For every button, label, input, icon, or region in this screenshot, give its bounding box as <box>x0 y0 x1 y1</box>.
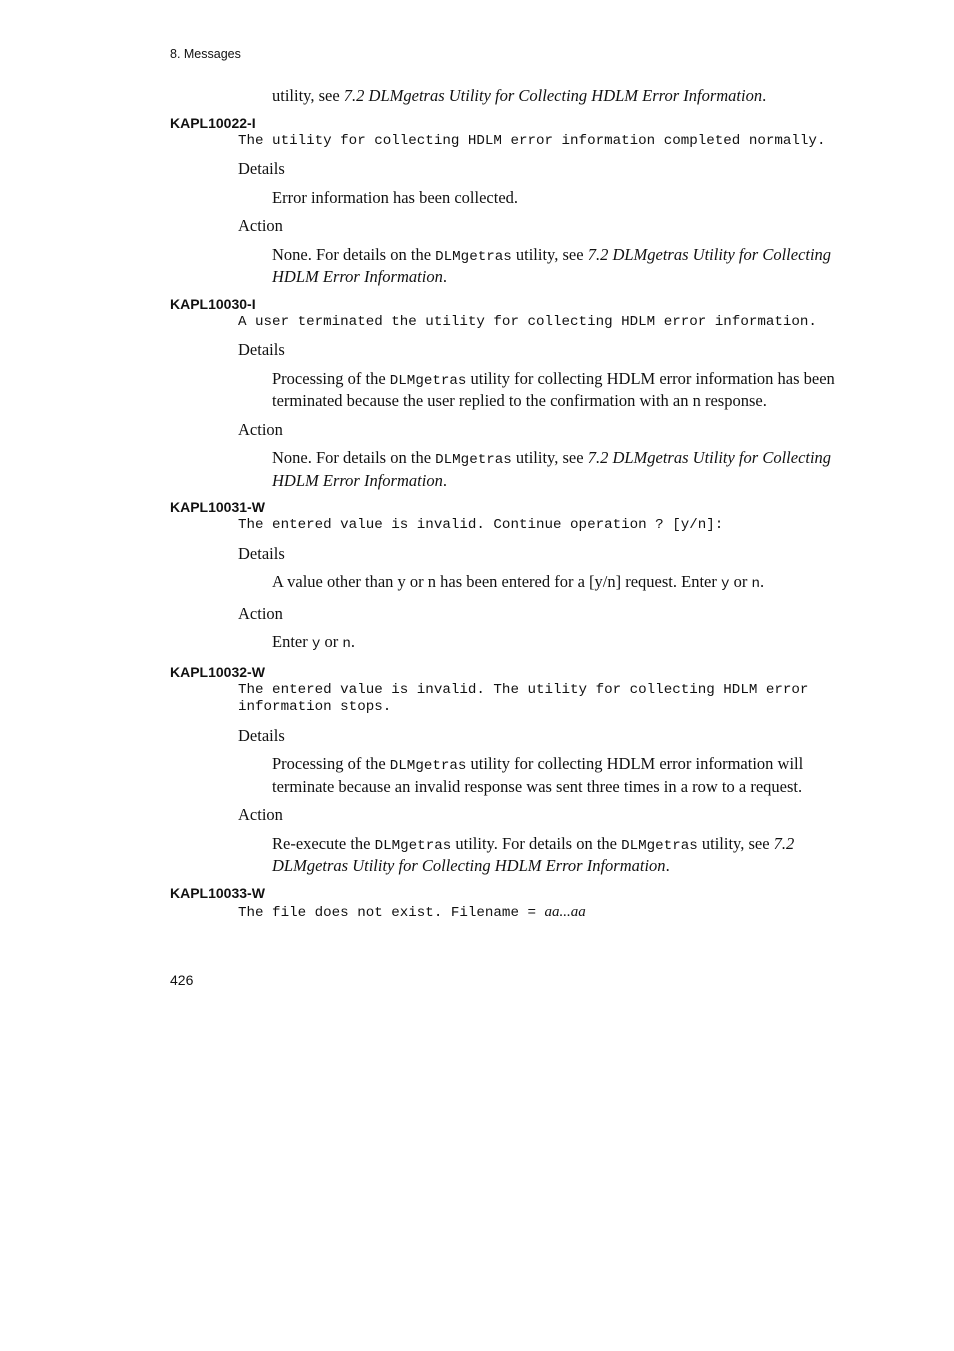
code-term: DLMgetras <box>389 758 467 774</box>
message-text: The entered value is invalid. The utility for collecting HDLM error information stops. <box>238 681 817 715</box>
cross-reference: 7.2 DLMgetras Utility for Collecting HDLM Error Information <box>272 244 832 286</box>
variable-placeholder: aa...aa <box>544 903 586 920</box>
action-heading: Action <box>238 805 283 824</box>
cross-reference: 7.2 DLMgetras Utility for Collecting HDLM Error Information <box>272 448 832 490</box>
details-text: A value other than y or n has been entered for a [y/n] request. Enter y or n. <box>272 572 765 592</box>
action-heading: Action <box>238 216 283 235</box>
code-term: y <box>311 636 321 652</box>
action-text: None. For details on the DLMgetras utility, see 7.2 DLMgetras Utility for Collecting HDLM Error Information. <box>272 448 832 490</box>
details-text: Processing of the DLMgetras utility for collecting HDLM error information has been terminated because the user replied to the confirmation with an n response. <box>272 368 835 410</box>
code-term: DLMgetras <box>621 837 698 854</box>
details-heading: Details <box>238 725 285 745</box>
action-heading: Action <box>238 419 283 439</box>
message-id: KAPL10022-I <box>170 114 256 131</box>
code-term: DLMgetras <box>435 452 512 468</box>
message-text: The entered value is invalid. Continue operation ? [y/n]: <box>238 517 724 533</box>
message-text: A user terminated the utility for collecting HDLM error information. <box>238 313 817 330</box>
cross-reference: 7.2 DLMgetras Utility for Collecting HDLM Error Information <box>343 86 763 105</box>
action-text: Re-execute the DLMgetras utility. For details on the DLMgetras utility, see 7.2 DLMgetras Utility for Collecting HDLM Error Information. <box>272 833 795 875</box>
running-header: 8. Messages <box>170 47 241 61</box>
message-id: KAPL10030-I <box>170 295 256 312</box>
code-term: DLMgetras <box>389 372 467 389</box>
code-term: DLMgetras <box>374 837 452 854</box>
continuation-paragraph: utility, see 7.2 DLMgetras Utility for Collecting HDLM Error Information. <box>272 86 767 105</box>
details-heading: Details <box>238 543 285 563</box>
action-text: Enter y or n. <box>272 632 356 652</box>
details-heading: Details <box>238 340 285 359</box>
action-heading: Action <box>238 603 283 623</box>
details-text: Processing of the DLMgetras utility for collecting HDLM error information will terminate because an invalid response was sent three times in a row to a request. <box>272 754 804 796</box>
message-id: KAPL10032-W <box>170 663 265 680</box>
code-term: n <box>342 636 351 652</box>
message-id: KAPL10033-W <box>170 884 265 901</box>
action-text: None. For details on the DLMgetras utility, see 7.2 DLMgetras Utility for Collecting HDLM Error Information. <box>272 244 832 286</box>
message-id: KAPL10031-W <box>170 499 265 515</box>
page-content <box>170 86 860 922</box>
details-heading: Details <box>238 159 285 178</box>
message-text: The utility for collecting HDLM error information completed normally. <box>238 132 826 149</box>
message-text: The file does not exist. Filename = aa...aa <box>238 903 586 921</box>
code-term: DLMgetras <box>435 248 512 265</box>
page-number: 426 <box>170 972 194 988</box>
code-term: n <box>751 576 761 592</box>
code-term: y <box>721 576 730 592</box>
cross-reference: 7.2 DLMgetras Utility for Collecting HDLM Error Information <box>272 833 795 875</box>
details-text: Error information has been collected. <box>272 187 519 207</box>
